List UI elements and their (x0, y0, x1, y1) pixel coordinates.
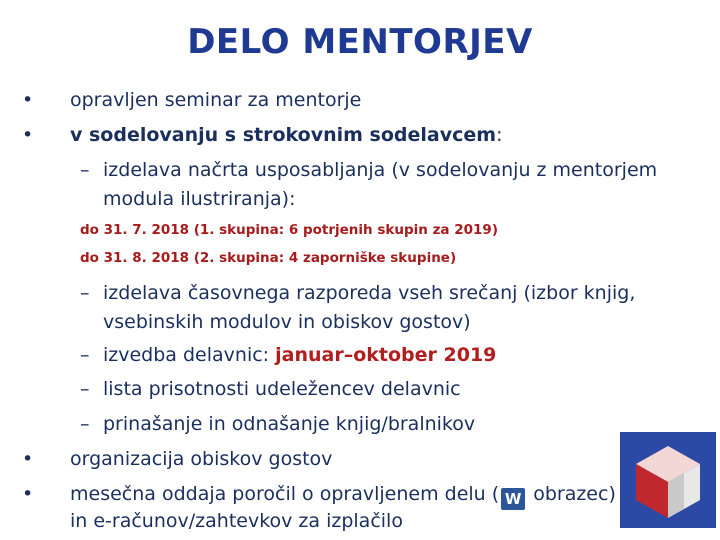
collaboration-text: v sodelovanju s strokovnim sodelavcem (70, 124, 497, 146)
sub-item-schedule-line2: vsebinskih modulov in obiskov gostov) (103, 311, 471, 333)
reports-form-label: obrazec) (527, 483, 616, 505)
dash-icon: – (80, 344, 90, 366)
list-item-reports (70, 483, 616, 510)
sub-item-books: prinašanje in odnašanje knjig/bralnikov (103, 413, 476, 435)
deadline-group-2: do 31. 8. 2018 (2. skupina: 4 zaporniške skupine) (80, 250, 457, 266)
workshops-dates: januar–oktober 2019 (275, 344, 497, 366)
page-title: DELO MENTORJEV (187, 22, 533, 62)
bullet-icon: • (22, 89, 34, 111)
workshops-label: izvedba delavnic: (103, 344, 276, 366)
list-item-guests: organizacija obiskov gostov (70, 448, 333, 470)
bullet-icon: • (22, 483, 34, 505)
bullet-icon: • (22, 448, 34, 470)
sub-item-plan-line2: modula ilustriranja): (103, 188, 296, 210)
sub-item-workshops (103, 344, 496, 366)
dash-icon: – (80, 378, 90, 400)
dash-icon: – (80, 282, 90, 304)
collaboration-colon: : (496, 124, 503, 146)
dash-icon: – (80, 159, 90, 181)
list-item-collaboration (70, 124, 502, 146)
list-item-seminar: opravljen seminar za mentorje (70, 89, 362, 111)
sub-item-schedule-line1: izdelava časovnega razporeda vseh srečanj (izbor knjig, (103, 282, 636, 304)
dash-icon: – (80, 413, 90, 435)
bullet-icon: • (22, 124, 34, 146)
sub-item-attendance: lista prisotnosti udeležencev delavnic (103, 378, 461, 400)
list-item-reports-line2: in e-računov/zahtevkov za izplačilo (70, 510, 403, 532)
sub-item-plan-line1: izdelava načrta usposabljanja (v sodelovanju z mentorjem (103, 159, 658, 181)
reports-text: mesečna oddaja poročil o opravljenem delu ( (70, 483, 500, 505)
cube-logo-icon (620, 432, 716, 528)
deadline-group-1: do 31. 7. 2018 (1. skupina: 6 potrjenih skupin za 2019) (80, 222, 498, 238)
word-document-icon[interactable]: W (501, 488, 525, 510)
